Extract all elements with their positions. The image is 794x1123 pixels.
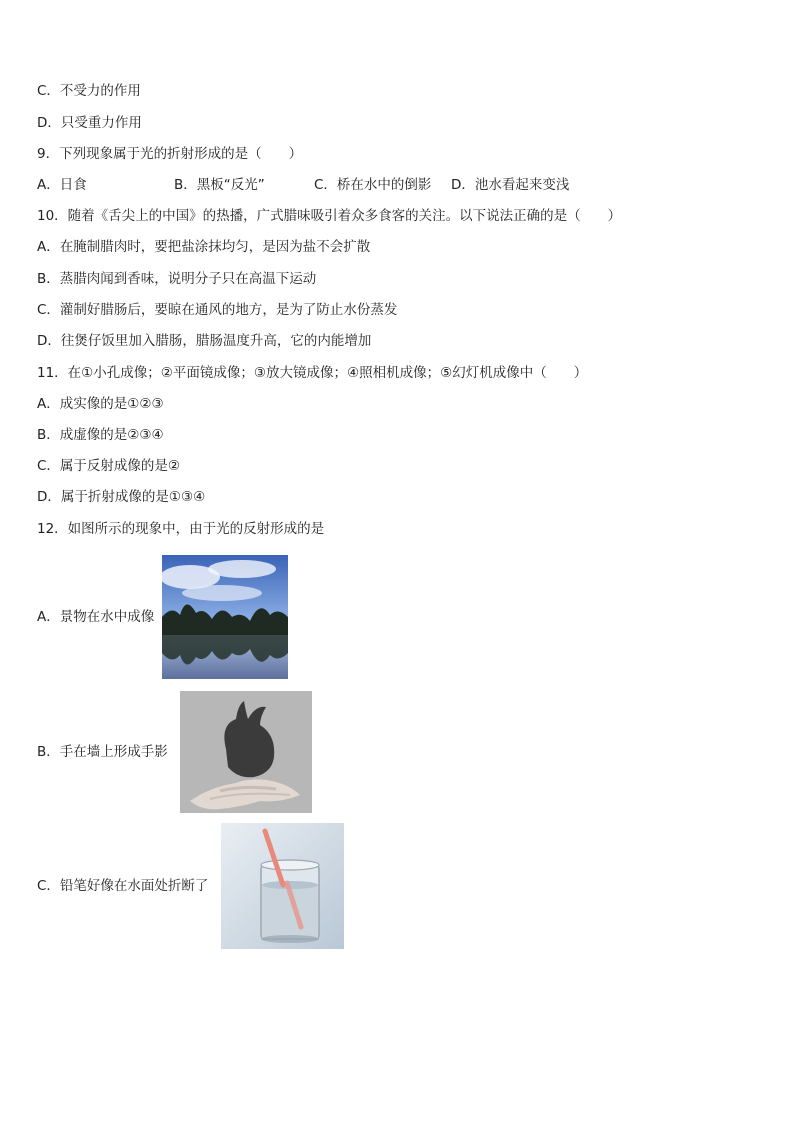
q10-option-d: D．往煲仔饭里加入腊肠，腊肠温度升高，它的内能增加 xyxy=(37,333,372,349)
question-9: 9．下列现象属于光的折射形成的是（ ） xyxy=(37,146,303,162)
q11-option-c: C．属于反射成像的是② xyxy=(37,458,181,474)
q9-option-c: C．桥在水中的倒影 xyxy=(314,177,432,193)
q11-option-d: D．属于折射成像的是①③④ xyxy=(37,489,206,505)
hand-shadow-image xyxy=(180,691,312,813)
option-d-text: D．只受重力作用 xyxy=(37,115,142,131)
question-11: 11．在①小孔成像；②平面镜成像；③放大镜成像；④照相机成像；⑤幻灯机成像中（ ） xyxy=(37,365,588,381)
q12-option-a: A．景物在水中成像 xyxy=(37,609,155,625)
q11-option-b: B．成虚像的是②③④ xyxy=(37,427,164,443)
question-9-options xyxy=(37,176,569,194)
q11-option-a: A．成实像的是①②③ xyxy=(37,396,164,412)
question-10: 10．随着《舌尖上的中国》的热播，广式腊味吸引着众多食客的关注。以下说法正确的是（ ） xyxy=(37,208,622,224)
option-c-text: C．不受力的作用 xyxy=(37,83,141,99)
q12-option-b: B．手在墙上形成手影 xyxy=(37,744,168,760)
q9-option-d: D．池水看起来变浅 xyxy=(451,177,570,193)
q10-option-a: A．在腌制腊肉时，要把盐涂抹均匀，是因为盐不会扩散 xyxy=(37,239,371,255)
q10-option-c: C．灌制好腊肠后，要晾在通风的地方，是为了防止水份蒸发 xyxy=(37,302,398,318)
q9-option-a: A．日食 xyxy=(37,177,87,193)
question-12: 12．如图所示的现象中，由于光的反射形成的是 xyxy=(37,521,325,537)
q12-option-c: C．铅笔好像在水面处折断了 xyxy=(37,878,209,894)
q10-option-b: B．蒸腊肉闻到香味，说明分子只在高温下运动 xyxy=(37,271,317,287)
landscape-reflection-image xyxy=(162,555,288,679)
pencil-in-water-image xyxy=(221,823,344,949)
q9-option-b: B．黑板“反光” xyxy=(174,177,265,193)
